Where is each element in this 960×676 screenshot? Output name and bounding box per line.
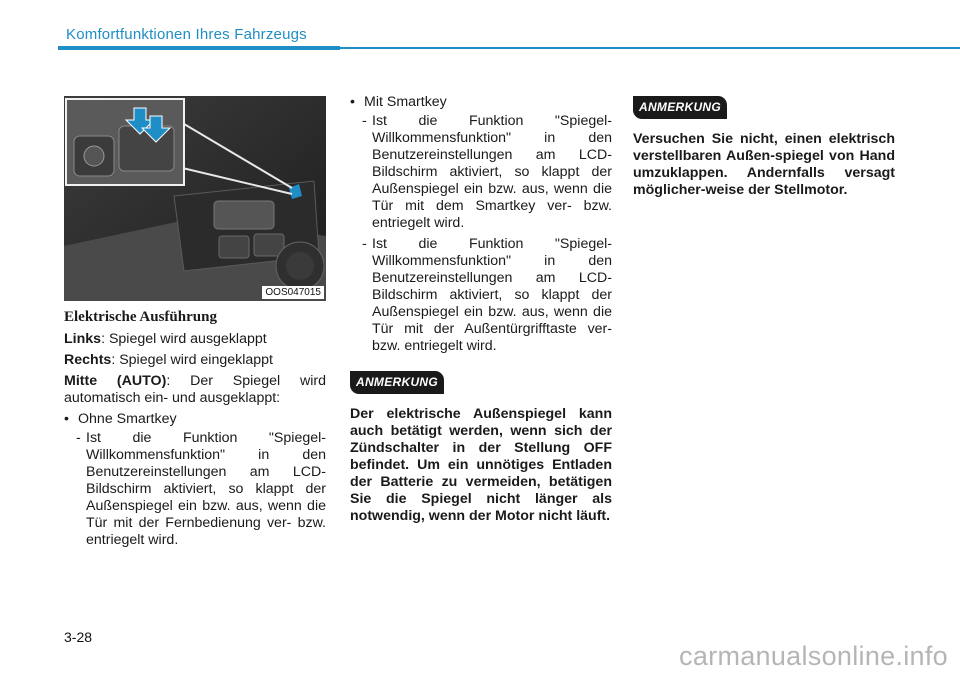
door-mirror-switch-illustration (64, 96, 326, 301)
sub-text: Ist die Funktion "Spiegel-Willkommensfunktion" in den Benutzereinstellungen am LCD-Bildschirm aktiviert, so klappt der Außenspiegel ein bzw. aus, wenn die Tür mit der Fernbedienung ver- bzw. entriegelt wird. (86, 430, 326, 548)
note-block (350, 371, 612, 525)
mitte-label: Mitte (AUTO) (64, 373, 167, 389)
links-line (64, 331, 326, 348)
mitte-text: : Der Spiegel wird automatisch ein- und ausgeklappt: (64, 373, 326, 406)
note-text: Versuchen Sie nicht, einen elektrisch verstellbaren Außen-spiegel von Hand umzuklappen. Andernfalls versagt möglicher-weise der Stellmotor. (633, 131, 895, 198)
mitte-line (64, 373, 326, 407)
header-accent-bar (58, 46, 340, 50)
bullet-text: Ohne Smartkey (78, 411, 177, 427)
door-panel-photo (64, 96, 326, 301)
column-middle (350, 94, 612, 525)
sub-item (76, 430, 326, 549)
sub-item (362, 113, 612, 232)
section-title: Elektrische Ausführung (64, 309, 217, 325)
links-text: : Spiegel wird ausgeklappt (101, 331, 267, 347)
bullet-dot: • (350, 94, 355, 110)
header-rule (340, 47, 960, 49)
rechts-label: Rechts (64, 352, 112, 368)
sub-text: Ist die Funktion "Spiegel-Willkommensfunktion" in den Benutzereinstellungen am LCD-Bildschirm aktiviert, so klappt der Außenspiegel ein bzw. aus, wenn die Tür mit dem Smartkey ver- bzw. entriegelt wird. (372, 113, 612, 231)
rechts-text: : Spiegel wird eingeklappt (111, 352, 273, 368)
page-number: 3-28 (64, 629, 93, 645)
note-badge: ANMERKUNG (350, 371, 444, 394)
bullet-dot: • (64, 411, 69, 427)
sub-text: Ist die Funktion "Spiegel-Willkommensfunktion" in den Benutzereinstellungen am LCD-Bildschirm aktiviert, so klappt der Außenspiegel ein bzw. aus, wenn die Tür mit der Außentürgrifftaste ver- bzw. entriegelt wird. (372, 236, 612, 354)
section-header-title: Komfortfunktionen Ihres Fahrzeugs (66, 26, 307, 43)
bullet-mit-smartkey (350, 94, 612, 111)
bullet-ohne-smartkey (64, 411, 326, 428)
note-text: Der elektrische Außenspiegel kann auch betätigt werden, wenn sich der Zündschalter in der Stellung OFF befindet. Um ein unnötiges Entladen der Batterie zu vermeiden, betätigen Sie die Spiegel nicht länger als notwendig, wenn der Motor nicht läuft. (350, 406, 612, 524)
sub-dash: - (362, 113, 367, 129)
figure-code: OOS047015 (262, 286, 324, 299)
sub-dash: - (362, 236, 367, 252)
links-label: Links (64, 331, 102, 347)
column-right (633, 96, 895, 199)
sub-item (362, 236, 612, 355)
column-left (64, 309, 326, 551)
sub-dash: - (76, 430, 81, 446)
rechts-line (64, 352, 326, 369)
watermark-text: carmanualsonline.info (679, 641, 948, 671)
note-badge: ANMERKUNG (633, 96, 727, 119)
bullet-text: Mit Smartkey (364, 94, 447, 110)
